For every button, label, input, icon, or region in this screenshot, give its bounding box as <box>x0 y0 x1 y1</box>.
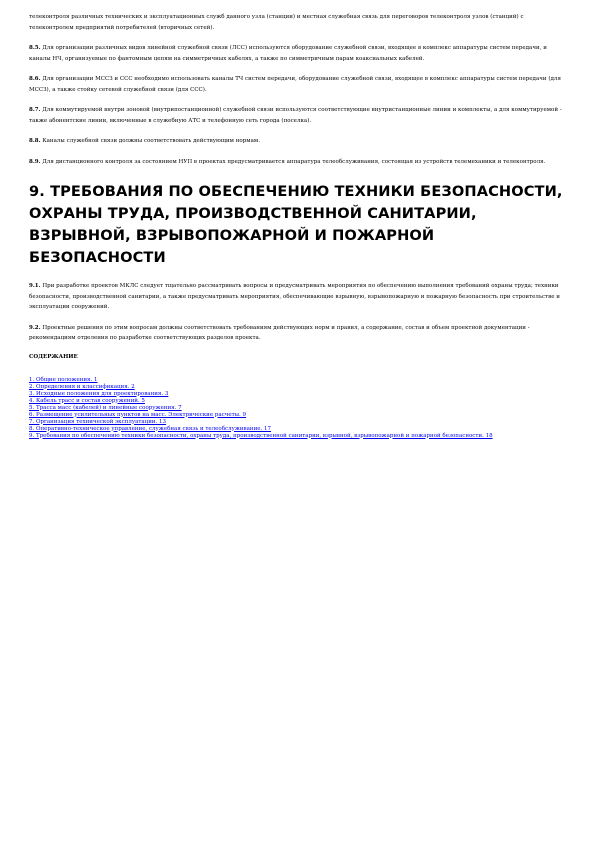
toc-link[interactable]: 3. Исходные положения для проектирования. 3 <box>29 390 169 397</box>
paragraph <box>29 105 569 126</box>
toc-link[interactable]: 6. Размещение усилительных пунктов на масс. Электрические расчеты. 9 <box>29 411 247 418</box>
paragraph-number: 8.8. <box>29 138 41 144</box>
paragraph <box>29 157 569 168</box>
paragraph <box>29 281 569 313</box>
toc-link[interactable]: 7. Организация технической эксплуатации. 13 <box>29 418 167 425</box>
paragraph-text: Для дистанционного контроля за состоянием НУП в проектах предусматривается аппаратура телеобслуживания, состоящая из устройств телемеханики и телеконтроля. <box>42 158 546 165</box>
toc-title: СОДЕРЖАНИЕ <box>29 353 78 360</box>
table-of-contents <box>29 377 569 440</box>
paragraph-text: Для организации МССЗ и ССС необходимо использовать каналы ТЧ систем передачи, оборудование служебной связи, входящее в комплекс аппаратуры систем передачи (для МССЗ), а также стойку сетевой служебной связи (для ССС). <box>29 76 561 93</box>
paragraph <box>29 74 569 95</box>
paragraph <box>29 43 569 64</box>
paragraph-number: 9.1. <box>29 283 41 289</box>
toc-link[interactable]: 5. Трасса масс (кабелей) и линейные сооружения. 7 <box>29 404 182 411</box>
paragraph-number: 8.6. <box>29 76 41 82</box>
paragraph-number: 8.5. <box>29 45 41 51</box>
paragraph-number: 9.2. <box>29 324 41 331</box>
paragraph-text: Для коммутируемой внутри зоновой (внутрипостанционной) служебной связи используются соответствующие внутристанционные линии и комплекты, а для коммутируемой - также абонентские линии, включенные в служебную АТС и телефонную сеть города (поселка). <box>29 107 562 124</box>
paragraph-text: Каналы служебной связи должны соответствовать действующим нормам. <box>42 138 260 144</box>
paragraph <box>29 12 569 33</box>
paragraph-text: телеконтроля различных технических и эксплуатационных служб данного узла (станции) и местная служебная связь для переговоров телеконтроля узлов (станций) с телеконтролем предприятий потребителей (вторичных сетей). <box>29 14 524 31</box>
toc-link[interactable]: 1. Общие положения. 1 <box>29 376 98 383</box>
paragraph-text: Проектные решения по этим вопросам должны соответствовать требованиям действующих норм и правил, а содержание, состав и объем проектной документации - рекомендациям отделения по разработке соответствующих разделов проекта. <box>29 324 530 341</box>
document-page <box>29 12 569 440</box>
toc-link[interactable]: 8. Оперативно-техническое управление, служебная связь и телеобслуживание. 17 <box>29 425 272 432</box>
toc-link[interactable]: 2. Определения и классификация. 2 <box>29 383 135 390</box>
section-9-heading: 9. ТРЕБОВАНИЯ ПО ОБЕСПЕЧЕНИЮ ТЕХНИКИ БЕЗОПАСНОСТИ, ОХРАНЫ ТРУДА, ПРОИЗВОДСТВЕННОЙ САНИТАРИИ, ВЗРЫВНОЙ, ВЗРЫВОПОЖАРНОЙ И ПОЖАРНОЙ БЕЗОПАСНОСТИ <box>29 183 563 266</box>
toc-link[interactable]: 9. Требования по обеспечению техники безопасности, охраны труда, производственной санитарии, взрывной, взрывопожарной и пожарной безопасности. 18 <box>29 432 493 439</box>
toc-link[interactable]: 4. Кабель трасс и состав сооружений. 5 <box>29 397 145 404</box>
paragraph <box>29 323 569 344</box>
paragraph-number: 8.7. <box>29 107 41 113</box>
paragraph <box>29 136 569 147</box>
section-9-paragraphs <box>29 281 569 344</box>
section-8-paragraphs <box>29 12 569 167</box>
paragraph-text: При разработке проектов МКЛС следует тщательно рассматривать вопросы и предусматривать мероприятия по обеспечению выполнения требований охраны труда; техники безопасности, производственной санитарии, а также предусматривать мероприятия, обеспечивающие взрывную, взрывопожарную и пожарную безопасность при строительстве и эксплуатации сооружений. <box>29 283 560 310</box>
paragraph-number: 8.9. <box>29 158 41 165</box>
paragraph-text: Для организации различных видов линейной служебной связи (ЛСС) используются оборудование служебной связи, входящее в комплекс аппаратуры систем передачи, и каналы НЧ, организуемые по фантомным цепям на симметричных кабелях, а также по симметричным парам коаксиальных кабелей. <box>29 45 547 62</box>
